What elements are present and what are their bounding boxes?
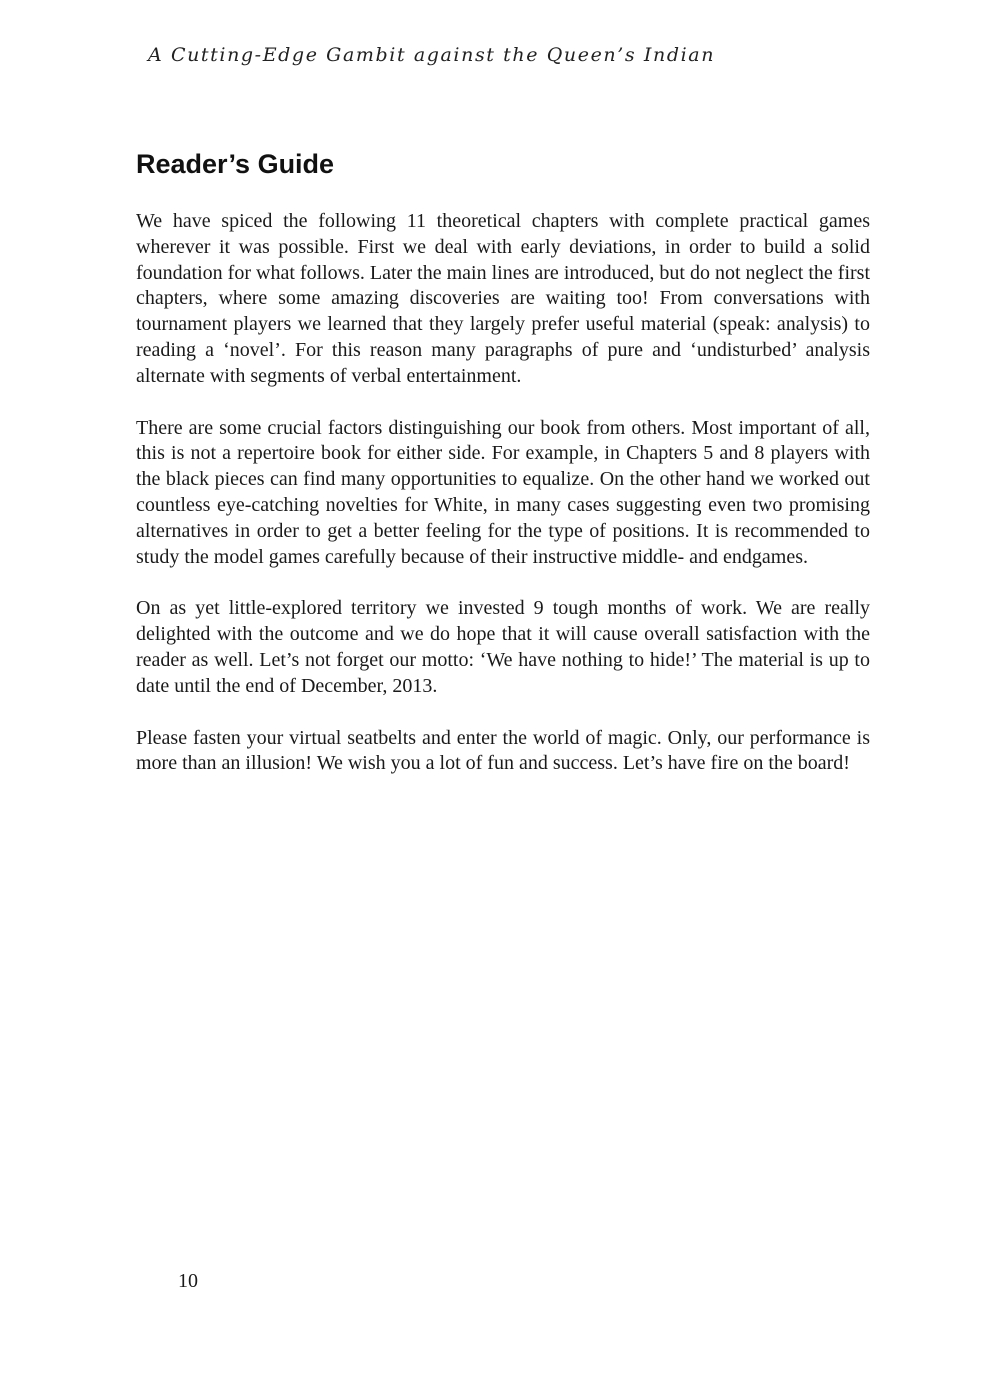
section-title: Reader’s Guide [136,149,335,179]
paragraph: We have spiced the following 11 theoretical chapters with complete practical games wherever it was possible. First we deal with early deviations, in order to build a solid foundation for what follows. Later the main lines are introduced, but do not neglect the first chapters, where some amazing discoveries are waiting too! From conversations with tournament players we learned that they largely prefer useful material (speak: analysis) to reading a ‘novel’. For this reason many paragraphs of pure and ‘undisturbed’ analysis alternate with segments of verbal entertainment. [136,210,870,387]
running-header: A Cutting-Edge Gambit against the Queen’s Indian [148,44,716,66]
body-text [136,209,870,803]
page-number: 10 [178,1270,198,1292]
paragraph: On as yet little-explored territory we invested 9 tough months of work. We are really delighted with the outcome and we do hope that it will cause overall satisfaction with the reader as well. Let’s not forget our motto: ‘We have nothing to hide!’ The material is up to date until the end of December, 2013. [136,597,870,697]
paragraph: There are some crucial factors distinguishing our book from others. Most important of all, this is not a repertoire book for either side. For example, in Chapters 5 and 8 players with the black pieces can find many opportunities to equalize. On the other hand we worked out countless eye-catching novelties for White, in many cases suggesting even two promising alternatives in order to get a better feeling for the type of positions. It is recommended to study the model games carefully because of their instructive middle- and endgames. [136,416,870,568]
paragraph: Please fasten your virtual seatbelts and enter the world of magic. Only, our performance is more than an illusion! We wish you a lot of fun and success. Let’s have fire on the board! [136,726,870,775]
